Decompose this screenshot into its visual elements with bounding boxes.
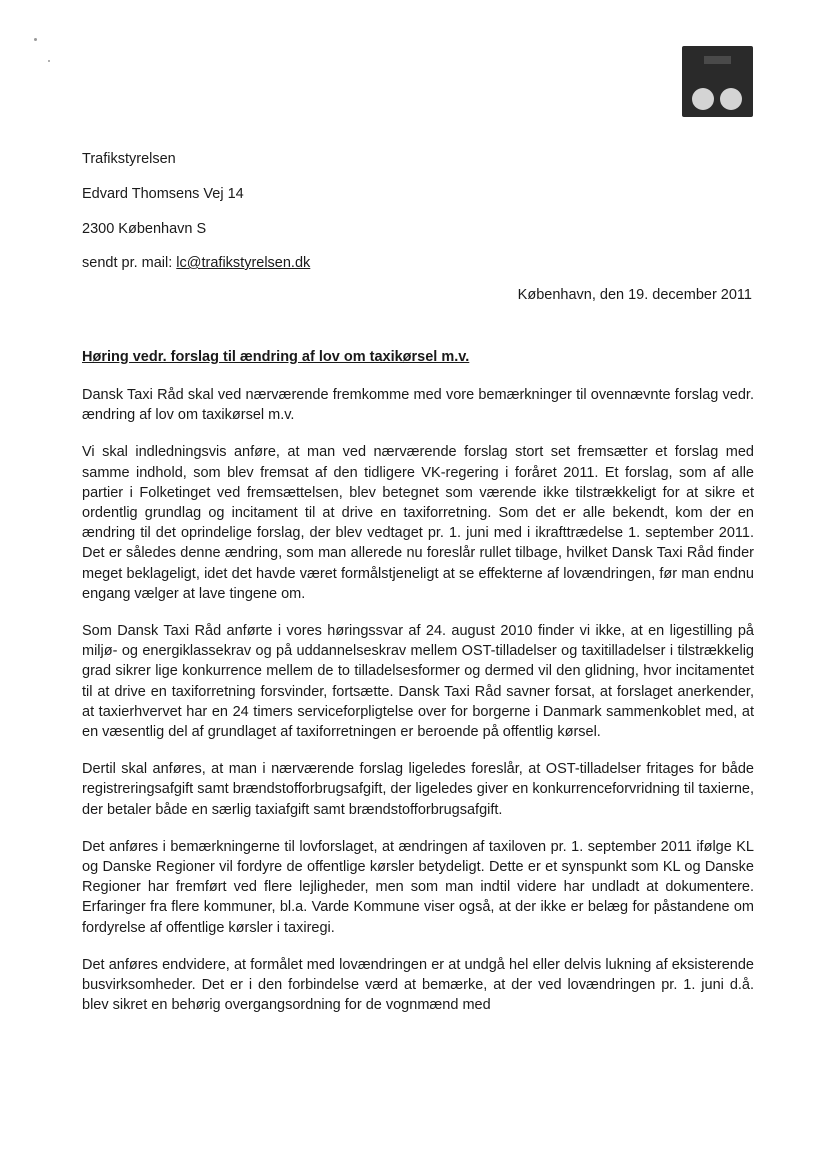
recipient-org: Trafikstyrelsen <box>82 151 176 167</box>
letter-date: København, den 19. december 2011 <box>517 287 752 303</box>
body-paragraph: Det anføres i bemærkningerne til lovforslaget, at ændringen af taxiloven pr. 1. september 2011 ifølge KL og Danske Regioner vil fordyre de offentlige kørsler betydeligt. Dette er et synspunkt som KL og Danske Regioner har fremført ved flere lejligheder, men som man indtil videre har undladt at dokumentere. Erfaringer fra flere kommuner, bl.a. Varde Kommune viser også, at der ikke er belæg for påstandene om fordyrelse af offentlige kørsler i taxiregi. <box>82 838 754 936</box>
recipient-mail-line <box>82 254 310 272</box>
logo-circle-right <box>720 88 742 110</box>
logo-bar <box>704 56 731 64</box>
recipient-street: Edvard Thomsens Vej 14 <box>82 186 244 202</box>
body-paragraph: Som Dansk Taxi Råd anførte i vores høringssvar af 24. august 2010 finder vi ikke, at en ligestilling på miljø- og energiklassekrav og på uddannelseskrav mellem OST-tilladelser og taxitilladelser i tilstrækkelig grad sikrer lige konkurrence mellem de to tilladelsesformer og dermed vil den glidning, hvor incitamentet til at drive en taxiforretning forsvinder, fortsætte. Dansk Taxi Råd savner forsat, at forslaget anerkender, at taxierhvervet har en 24 timers serviceforpligtelse over for borgerne i Danmark sammenkoblet med, at en væsentlig del af grundlaget af taxiforretningen er beroende på offentlig kørsel. <box>82 623 754 741</box>
body-paragraph: Dansk Taxi Råd skal ved nærværende fremkomme med vore bemærkninger til ovennævnte forslag vedr. ændring af lov om taxikørsel m.v. <box>82 387 754 424</box>
body-paragraph: Dertil skal anføres, at man i nærværende forslag ligeledes foreslår, at OST-tilladelser fritages for både registreringsafgift samt brændstofforbrugsafgift, der ligeledes giver en konkurrenceforvridning til taxierne, der betaler både en særlig taxiafgift samt brændstofforbrugsafgift. <box>82 761 754 818</box>
letter-subject: Høring vedr. forslag til ændring af lov om taxikørsel m.v. <box>82 349 470 365</box>
mail-prefix: sendt pr. mail: <box>82 255 177 271</box>
body-paragraph: Vi skal indledningsvis anføre, at man ved nærværende forslag stort set fremsætter et forslag med samme indhold, som blev fremsat af den tidligere VK-regering i foråret 2011. Et forslag, som af alle partier i Folketinget ved fremsættelsen, blev betegnet som værende ikke tilstrækkeligt for at sikre et ordentlig grundlag og incitament til at drive en taxiforretning. Som det er alle bekendt, kom der en ændring til det oprindelige forslag, der blev vedtaget pr. 1. juni med i ikrafttrædelse 1. september 2011. Det er således denne ændring, som man allerede nu foreslår rullet tilbage, hvilket Dansk Taxi Råd finder meget beklageligt, idet det havde været formålstjeneligt at se effekterne af lovændringen, før man endnu engang vælger at lave tingene om. <box>82 444 754 602</box>
body-paragraph: Det anføres endvidere, at formålet med lovændringen er at undgå hel eller delvis lukning af eksisterende busvirksomheder. Det er i den forbindelse værd at bemærke, at der ved lovændringen pr. 1. juni d.å. blev sikret en behørig overgangsordning for de vognmænd med <box>82 956 754 1014</box>
email-link[interactable]: lc@trafikstyrelsen.dk <box>176 255 311 271</box>
recipient-city: 2300 København S <box>82 221 207 237</box>
sender-logo <box>682 46 753 117</box>
logo-circle-left <box>692 88 714 110</box>
letter-body <box>82 385 754 1032</box>
scan-speck <box>34 38 37 41</box>
scan-speck <box>48 60 50 62</box>
